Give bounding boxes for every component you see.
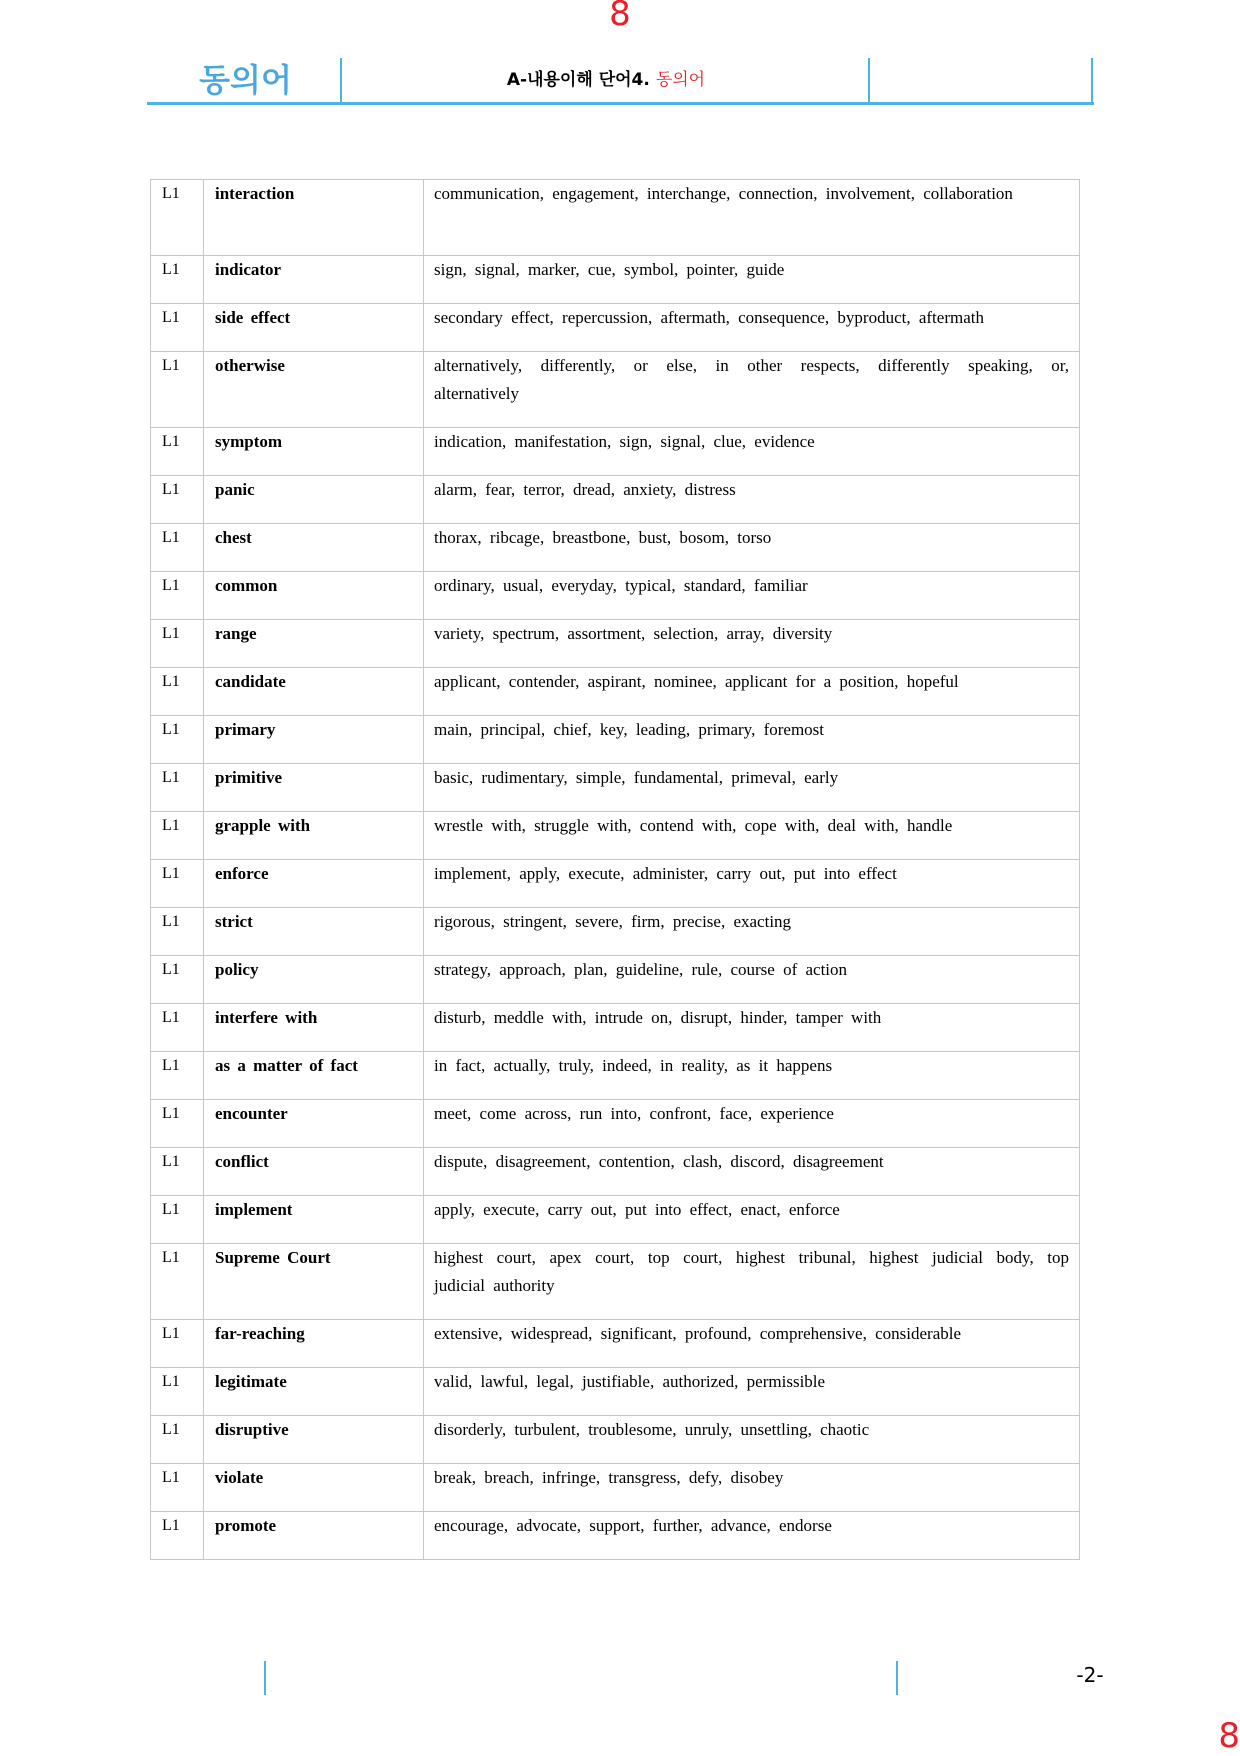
table-row [151, 304, 1080, 352]
synonyms-cell: meet, come across, run into, confront, face, experience [424, 1100, 1080, 1148]
word-cell: grapple with [204, 812, 424, 860]
table-row [151, 860, 1080, 908]
header-divider [868, 58, 870, 102]
word-cell: far-reaching [204, 1320, 424, 1368]
table-row [151, 1004, 1080, 1052]
level-cell: L1 [151, 572, 204, 620]
table-row [151, 524, 1080, 572]
table-row [151, 1512, 1080, 1560]
header-divider [1091, 58, 1093, 102]
synonyms-cell: encourage, advocate, support, further, advance, endorse [424, 1512, 1080, 1560]
synonyms-cell: disturb, meddle with, intrude on, disrupt, hinder, tamper with [424, 1004, 1080, 1052]
header-subtitle-accent: 동의어 [655, 70, 706, 90]
synonyms-cell: valid, lawful, legal, justifiable, authorized, permissible [424, 1368, 1080, 1416]
word-cell: conflict [204, 1148, 424, 1196]
word-cell: indicator [204, 256, 424, 304]
table-row [151, 1320, 1080, 1368]
table-row [151, 668, 1080, 716]
level-cell: L1 [151, 428, 204, 476]
level-cell: L1 [151, 1368, 204, 1416]
table-row [151, 1244, 1080, 1320]
word-cell: common [204, 572, 424, 620]
header-subtitle-text: A-내용이해 단어4. [506, 70, 650, 90]
table-row [151, 716, 1080, 764]
level-cell: L1 [151, 1148, 204, 1196]
footer-divider [264, 1661, 266, 1695]
synonyms-cell: basic, rudimentary, simple, fundamental, primeval, early [424, 764, 1080, 812]
table-row [151, 476, 1080, 524]
synonyms-cell: alarm, fear, terror, dread, anxiety, distress [424, 476, 1080, 524]
level-cell: L1 [151, 764, 204, 812]
level-cell: L1 [151, 476, 204, 524]
table-row [151, 764, 1080, 812]
word-cell: Supreme Court [204, 1244, 424, 1320]
level-cell: L1 [151, 1196, 204, 1244]
level-cell: L1 [151, 524, 204, 572]
table-row [151, 1100, 1080, 1148]
header-divider [340, 58, 342, 102]
table-row [151, 352, 1080, 428]
synonyms-cell: extensive, widespread, significant, profound, comprehensive, considerable [424, 1320, 1080, 1368]
synonyms-cell: apply, execute, carry out, put into effect, enact, enforce [424, 1196, 1080, 1244]
word-cell: strict [204, 908, 424, 956]
word-cell: legitimate [204, 1368, 424, 1416]
word-cell: interaction [204, 180, 424, 256]
synonyms-cell: dispute, disagreement, contention, clash, discord, disagreement [424, 1148, 1080, 1196]
synonyms-cell: in fact, actually, truly, indeed, in reality, as it happens [424, 1052, 1080, 1100]
table-row [151, 956, 1080, 1004]
word-cell: candidate [204, 668, 424, 716]
word-cell: enforce [204, 860, 424, 908]
table-row [151, 1416, 1080, 1464]
level-cell: L1 [151, 352, 204, 428]
level-cell: L1 [151, 1320, 204, 1368]
level-cell: L1 [151, 908, 204, 956]
synonyms-cell: strategy, approach, plan, guideline, rule, course of action [424, 956, 1080, 1004]
table-row [151, 1196, 1080, 1244]
word-cell: implement [204, 1196, 424, 1244]
word-cell: otherwise [204, 352, 424, 428]
word-cell: range [204, 620, 424, 668]
word-cell: policy [204, 956, 424, 1004]
corner-page-mark: 8 [1218, 1716, 1240, 1756]
table-row [151, 1052, 1080, 1100]
word-cell: primary [204, 716, 424, 764]
level-cell: L1 [151, 1512, 204, 1560]
word-cell: disruptive [204, 1416, 424, 1464]
synonyms-cell: wrestle with, struggle with, contend with, cope with, deal with, handle [424, 812, 1080, 860]
level-cell: L1 [151, 1100, 204, 1148]
level-cell: L1 [151, 304, 204, 352]
table-row [151, 620, 1080, 668]
table-row [151, 1368, 1080, 1416]
synonyms-cell: highest court, apex court, top court, highest tribunal, highest judicial body, top judicial authority [424, 1244, 1080, 1320]
level-cell: L1 [151, 1464, 204, 1512]
synonyms-cell: indication, manifestation, sign, signal, clue, evidence [424, 428, 1080, 476]
synonyms-cell: rigorous, stringent, severe, firm, precise, exacting [424, 908, 1080, 956]
synonyms-cell: main, principal, chief, key, leading, primary, foremost [424, 716, 1080, 764]
synonyms-cell: communication, engagement, interchange, connection, involvement, collaboration [424, 180, 1080, 256]
header-subtitle [344, 58, 868, 102]
synonyms-cell: implement, apply, execute, administer, carry out, put into effect [424, 860, 1080, 908]
footer-divider [896, 1661, 898, 1695]
synonyms-cell: sign, signal, marker, cue, symbol, pointer, guide [424, 256, 1080, 304]
table-row [151, 180, 1080, 256]
word-cell: chest [204, 524, 424, 572]
word-cell: encounter [204, 1100, 424, 1148]
word-cell: primitive [204, 764, 424, 812]
synonym-table [150, 179, 1080, 1560]
level-cell: L1 [151, 1416, 204, 1464]
table-row [151, 1464, 1080, 1512]
synonyms-cell: secondary effect, repercussion, aftermath, consequence, byproduct, aftermath [424, 304, 1080, 352]
level-cell: L1 [151, 956, 204, 1004]
table-row [151, 812, 1080, 860]
word-cell: promote [204, 1512, 424, 1560]
word-cell: as a matter of fact [204, 1052, 424, 1100]
synonyms-cell: disorderly, turbulent, troublesome, unruly, unsettling, chaotic [424, 1416, 1080, 1464]
level-cell: L1 [151, 812, 204, 860]
level-cell: L1 [151, 180, 204, 256]
level-cell: L1 [151, 668, 204, 716]
word-cell: violate [204, 1464, 424, 1512]
synonyms-cell: variety, spectrum, assortment, selection, array, diversity [424, 620, 1080, 668]
synonyms-cell: applicant, contender, aspirant, nominee, applicant for a position, hopeful [424, 668, 1080, 716]
page-number: -2- [1076, 1663, 1104, 1687]
table-row [151, 428, 1080, 476]
word-cell: panic [204, 476, 424, 524]
level-cell: L1 [151, 1244, 204, 1320]
table-row [151, 1148, 1080, 1196]
word-cell: side effect [204, 304, 424, 352]
table-row [151, 908, 1080, 956]
level-cell: L1 [151, 860, 204, 908]
level-cell: L1 [151, 620, 204, 668]
level-cell: L1 [151, 1052, 204, 1100]
header-title: 동의어 [199, 61, 292, 99]
word-cell: interfere with [204, 1004, 424, 1052]
top-page-mark: 8 [609, 0, 631, 34]
synonyms-cell: break, breach, infringe, transgress, defy, disobey [424, 1464, 1080, 1512]
document-header [147, 58, 1094, 105]
level-cell: L1 [151, 1004, 204, 1052]
synonyms-cell: alternatively, differently, or else, in other respects, differently speaking, or, alternatively [424, 352, 1080, 428]
table-row [151, 256, 1080, 304]
table-row [151, 572, 1080, 620]
word-cell: symptom [204, 428, 424, 476]
synonyms-cell: thorax, ribcage, breastbone, bust, bosom, torso [424, 524, 1080, 572]
level-cell: L1 [151, 256, 204, 304]
level-cell: L1 [151, 716, 204, 764]
synonyms-cell: ordinary, usual, everyday, typical, standard, familiar [424, 572, 1080, 620]
